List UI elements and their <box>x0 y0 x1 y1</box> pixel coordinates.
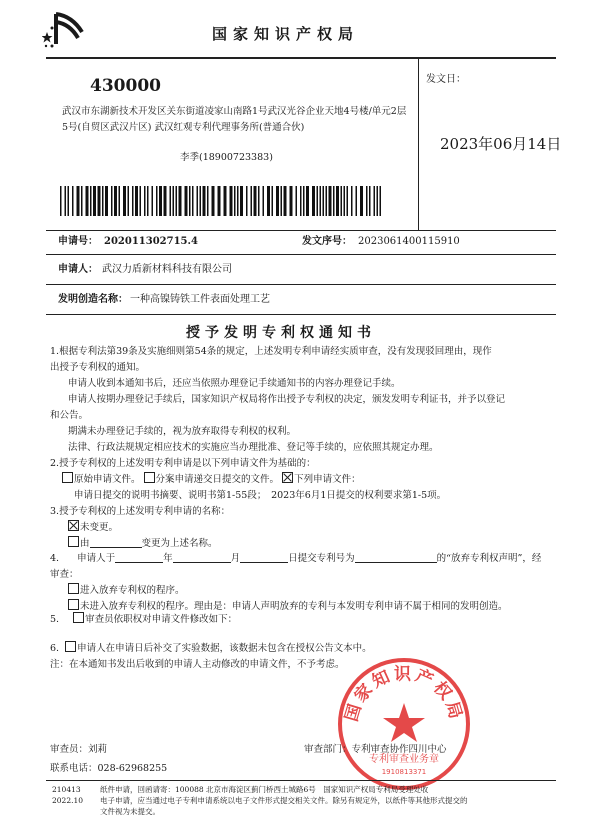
office-name: 国家知识产权局 <box>212 25 360 43</box>
barcode-bar <box>135 186 138 216</box>
s4-year: 年 <box>163 553 173 564</box>
examiner-row <box>50 742 107 758</box>
barcode-bar <box>102 186 104 216</box>
barcode-bar <box>159 186 162 216</box>
barcode-bar <box>333 186 335 216</box>
checkbox-divisional-docs[interactable] <box>144 472 155 483</box>
checkbox-waiver-not-entered[interactable] <box>68 599 79 610</box>
barcode-bar <box>356 186 358 216</box>
phone-number: 028-62968255 <box>97 763 168 774</box>
barcode-bar <box>272 186 274 216</box>
barcode-bar <box>147 186 149 216</box>
s4-opt1: 进入放弃专利权的程序。 <box>80 585 185 596</box>
barcode-bar <box>281 186 283 216</box>
barcode-bar <box>296 186 298 216</box>
barcode-bar <box>312 186 315 216</box>
s1-line2: 出授予专利权的通知。 <box>50 362 146 373</box>
issue-date: 2023年06月14日 <box>440 135 562 153</box>
application-no-label: 申请号： <box>58 236 98 247</box>
barcode-bar <box>258 186 260 216</box>
barcode-bar <box>176 186 178 216</box>
barcode-bar <box>156 186 158 216</box>
barcode-bar <box>360 186 363 216</box>
barcode-bar <box>185 186 188 216</box>
s3-opt2a: 由 <box>80 538 90 549</box>
barcode-bar <box>347 186 349 216</box>
barcode-bar <box>68 186 70 216</box>
department-row <box>304 742 447 758</box>
s3-opt1: 未变更。 <box>80 522 119 533</box>
checkbox-following-docs[interactable] <box>282 472 293 483</box>
phone-row <box>50 761 167 777</box>
s5-opt: 审查员依职权对申请文件修改如下： <box>85 614 238 625</box>
s4-statement: 的“放弃专利权声明”，经 <box>436 553 542 564</box>
barcode-bar <box>230 186 233 216</box>
checkbox-title-unchanged[interactable] <box>68 520 79 531</box>
s4-review: 审查： <box>50 569 79 580</box>
barcode-bar <box>234 186 236 216</box>
cnipa-logo <box>42 8 88 50</box>
barcode-bar <box>200 186 202 216</box>
barcode-bar <box>164 186 167 216</box>
section-6 <box>50 641 560 673</box>
barcode-bar <box>144 186 146 216</box>
barcode-bar <box>207 186 209 216</box>
notice-title: 授予发明专利权通知书 <box>186 325 376 341</box>
invention-title: 一种高镍铸铁工件表面处理工艺 <box>130 294 270 305</box>
barcode-bar <box>132 186 134 216</box>
barcode-bar <box>303 186 305 216</box>
s1-b1: 申请人按期办理登记手续后，国家知识产权局将作出授予专利权的决定，颁发发明专利证书，并予以登记 <box>68 394 506 405</box>
barcode-bar <box>192 186 194 216</box>
s1-a: 申请人收到本通知书后，还应当依照办理登记手续通知书的内容办理登记手续。 <box>68 378 401 389</box>
blank-year[interactable] <box>115 551 163 563</box>
barcode-bar <box>377 186 379 216</box>
s4-opt2: 未进入放弃专利权的程序。理由是：申请人声明放弃的专利与本发明专利申请不属于相同的发明创造。 <box>80 601 508 612</box>
blank-patent-no[interactable] <box>355 551 437 563</box>
doc-serial: 2023061400115910 <box>358 236 460 247</box>
barcode-bar <box>369 186 371 216</box>
form-code: 210413 <box>52 785 81 794</box>
barcode-bar <box>98 186 101 216</box>
barcode-bar <box>203 186 206 216</box>
section-1 <box>50 344 560 456</box>
s1-c: 期满未办理登记手续的，视为放弃取得专利权的权利。 <box>68 426 297 437</box>
barcode-bar <box>65 186 67 216</box>
applicant-label: 申请人： <box>58 264 98 275</box>
barcode-bar <box>320 186 322 216</box>
barcode-bar <box>323 186 325 216</box>
barcode-bar <box>179 186 182 216</box>
barcode-bar <box>336 186 339 216</box>
barcode-bar <box>86 186 89 216</box>
official-seal <box>336 656 472 792</box>
barcode-bar <box>218 186 221 216</box>
barcode-bar <box>81 186 83 216</box>
barcode-bar <box>111 186 113 216</box>
barcode-bar <box>326 186 328 216</box>
barcode-bar <box>267 186 270 216</box>
barcode-bar <box>240 186 243 216</box>
s4-num: 4. <box>50 553 60 564</box>
s1-line1: 1.根据专利法第39条及实施细则第54条的规定，上述发明专利申请经实质审查，没有发现驳回理由，现作 <box>50 346 492 357</box>
barcode-bar <box>105 186 108 216</box>
seal-sub: 专利审查业务章 <box>369 754 439 765</box>
form-date: 2022.10 <box>52 796 84 805</box>
barcode-bar <box>119 186 121 216</box>
s6-opt: 申请人在申请日后补交了实验数据，该数据未包含在授权公告文本中。 <box>77 643 372 654</box>
barcode-bar <box>290 186 293 216</box>
s6-note: 注：在本通知书发出后收到的申请人主动修改的申请文件，不予考虑。 <box>50 659 345 670</box>
section-4 <box>50 551 560 615</box>
s4-month: 月 <box>230 553 241 564</box>
barcode-bar <box>306 186 309 216</box>
s2-opt1: 原始申请文件。 <box>74 474 141 485</box>
barcode-bar <box>366 186 368 216</box>
barcode-bar <box>341 186 343 216</box>
barcode-bar <box>128 186 130 216</box>
department-name: 专利审查协作四川中心 <box>351 744 447 755</box>
info-rule-3 <box>46 314 556 315</box>
s2-title: 2.授予专利权的上述发明专利申请是以下列申请文件为基础的： <box>50 458 316 469</box>
barcode-bar <box>77 186 80 216</box>
address-rule <box>46 230 556 231</box>
barcode-bar <box>380 186 382 216</box>
examiner-name: 刘莉 <box>88 744 108 755</box>
barcode-bar <box>93 186 96 216</box>
checkbox-title-changed[interactable] <box>68 536 79 547</box>
barcode-bar <box>123 186 126 216</box>
invention-label: 发明创造名称： <box>58 294 128 305</box>
phone-label: 联系电话： <box>50 763 98 774</box>
s1-b2: 和公告。 <box>50 410 89 421</box>
s4-applicant: 申请人于 <box>77 553 116 564</box>
barcode-bar <box>224 186 227 216</box>
barcode-bar <box>212 186 215 216</box>
barcode-bar <box>90 186 92 216</box>
s2-detail: 申请日提交的说明书摘要、说明书第1-55段； 2023年6月1日提交的权利要求第1-5项。 <box>74 490 447 501</box>
barcode-bar <box>173 186 175 216</box>
seal-code: 1910813371 <box>381 768 427 776</box>
barcode <box>60 186 386 216</box>
seal-text: 国家知识产权局 <box>341 664 467 724</box>
barcode-bar <box>170 186 172 216</box>
barcode-bar <box>254 186 257 216</box>
barcode-bar <box>276 186 279 216</box>
barcode-bar <box>300 186 302 216</box>
section-2 <box>50 456 560 504</box>
s1-d: 法律、行政法规规定相应技术的实施应当办理批准、登记等手续的，应依照其规定办理。 <box>68 442 439 453</box>
section-3 <box>50 504 560 552</box>
s6-num: 6. <box>50 643 60 654</box>
mailing-address: 武汉市东湖新技术开发区关东街道凌家山南路1号武汉光谷企业天地4号楼/单元2层5号(自贸区武汉片区) 武汉红观专利代理事务所(普通合伙) <box>62 106 407 133</box>
s3-opt2b: 变更为上述名称。 <box>141 538 218 549</box>
issue-date-label: 发文日： <box>426 74 466 85</box>
footer-notes <box>100 784 560 817</box>
application-no: 202011302715.4 <box>104 236 198 247</box>
postcode: 430000 <box>90 76 161 96</box>
barcode-bar <box>60 186 62 216</box>
barcode-bar <box>72 186 74 216</box>
barcode-bar <box>251 186 253 216</box>
checkbox-supplementary-data[interactable] <box>65 641 76 652</box>
barcode-bar <box>189 186 191 216</box>
s2-opt2: 分案申请递交日提交的文件。 <box>155 474 280 485</box>
issue-date-box <box>418 59 419 230</box>
recipient-name: 李季(18900723383) <box>180 152 273 163</box>
barcode-bar <box>237 186 239 216</box>
examiner-label: 审查员： <box>50 744 89 755</box>
checkbox-examiner-amend[interactable] <box>73 612 84 623</box>
barcode-bar <box>329 186 332 216</box>
checkbox-original-docs[interactable] <box>62 472 73 483</box>
blank-old-title[interactable] <box>90 536 142 548</box>
checkbox-waiver-entered[interactable] <box>68 583 79 594</box>
footer-note-1: 纸件申请，回函请寄：100088 北京市海淀区蓟门桥西土城路6号 国家知识产权局专利局受理处收 <box>100 785 429 794</box>
s2-opt3: 下列申请文件： <box>294 474 361 485</box>
barcode-bar <box>317 186 319 216</box>
barcode-bar <box>152 186 154 216</box>
blank-day[interactable] <box>240 551 288 563</box>
barcode-bar <box>351 186 353 216</box>
barcode-bar <box>140 186 142 216</box>
info-rule-1 <box>46 254 556 255</box>
barcode-bar <box>374 186 376 216</box>
footer-note-2: 电子申请，应当通过电子专利申请系统以电子文件形式提交相关文件。除另有规定外，以纸件等其他形式提交的 <box>100 796 468 805</box>
barcode-bar <box>344 186 346 216</box>
blank-month[interactable] <box>173 551 231 563</box>
s4-day: 日提交专利号为 <box>288 553 355 564</box>
doc-serial-label: 发文序号： <box>302 236 352 247</box>
s3-title: 3.授予专利权的上述发明专利申请的名称： <box>50 506 231 517</box>
applicant-name: 武汉力盾新材料科技有限公司 <box>102 264 232 275</box>
section-5 <box>50 612 237 628</box>
s5-num: 5. <box>50 614 60 625</box>
barcode-bar <box>284 186 287 216</box>
barcode-bar <box>114 186 117 216</box>
department-label: 审查部门： <box>304 744 352 755</box>
info-rule-2 <box>46 284 556 285</box>
footer-rule <box>46 780 556 781</box>
barcode-bar <box>197 186 199 216</box>
header-rule <box>46 57 556 59</box>
footer-note-3: 文件视为未提交。 <box>100 807 160 816</box>
barcode-bar <box>246 186 248 216</box>
barcode-bar <box>263 186 265 216</box>
seal-star <box>383 703 425 742</box>
